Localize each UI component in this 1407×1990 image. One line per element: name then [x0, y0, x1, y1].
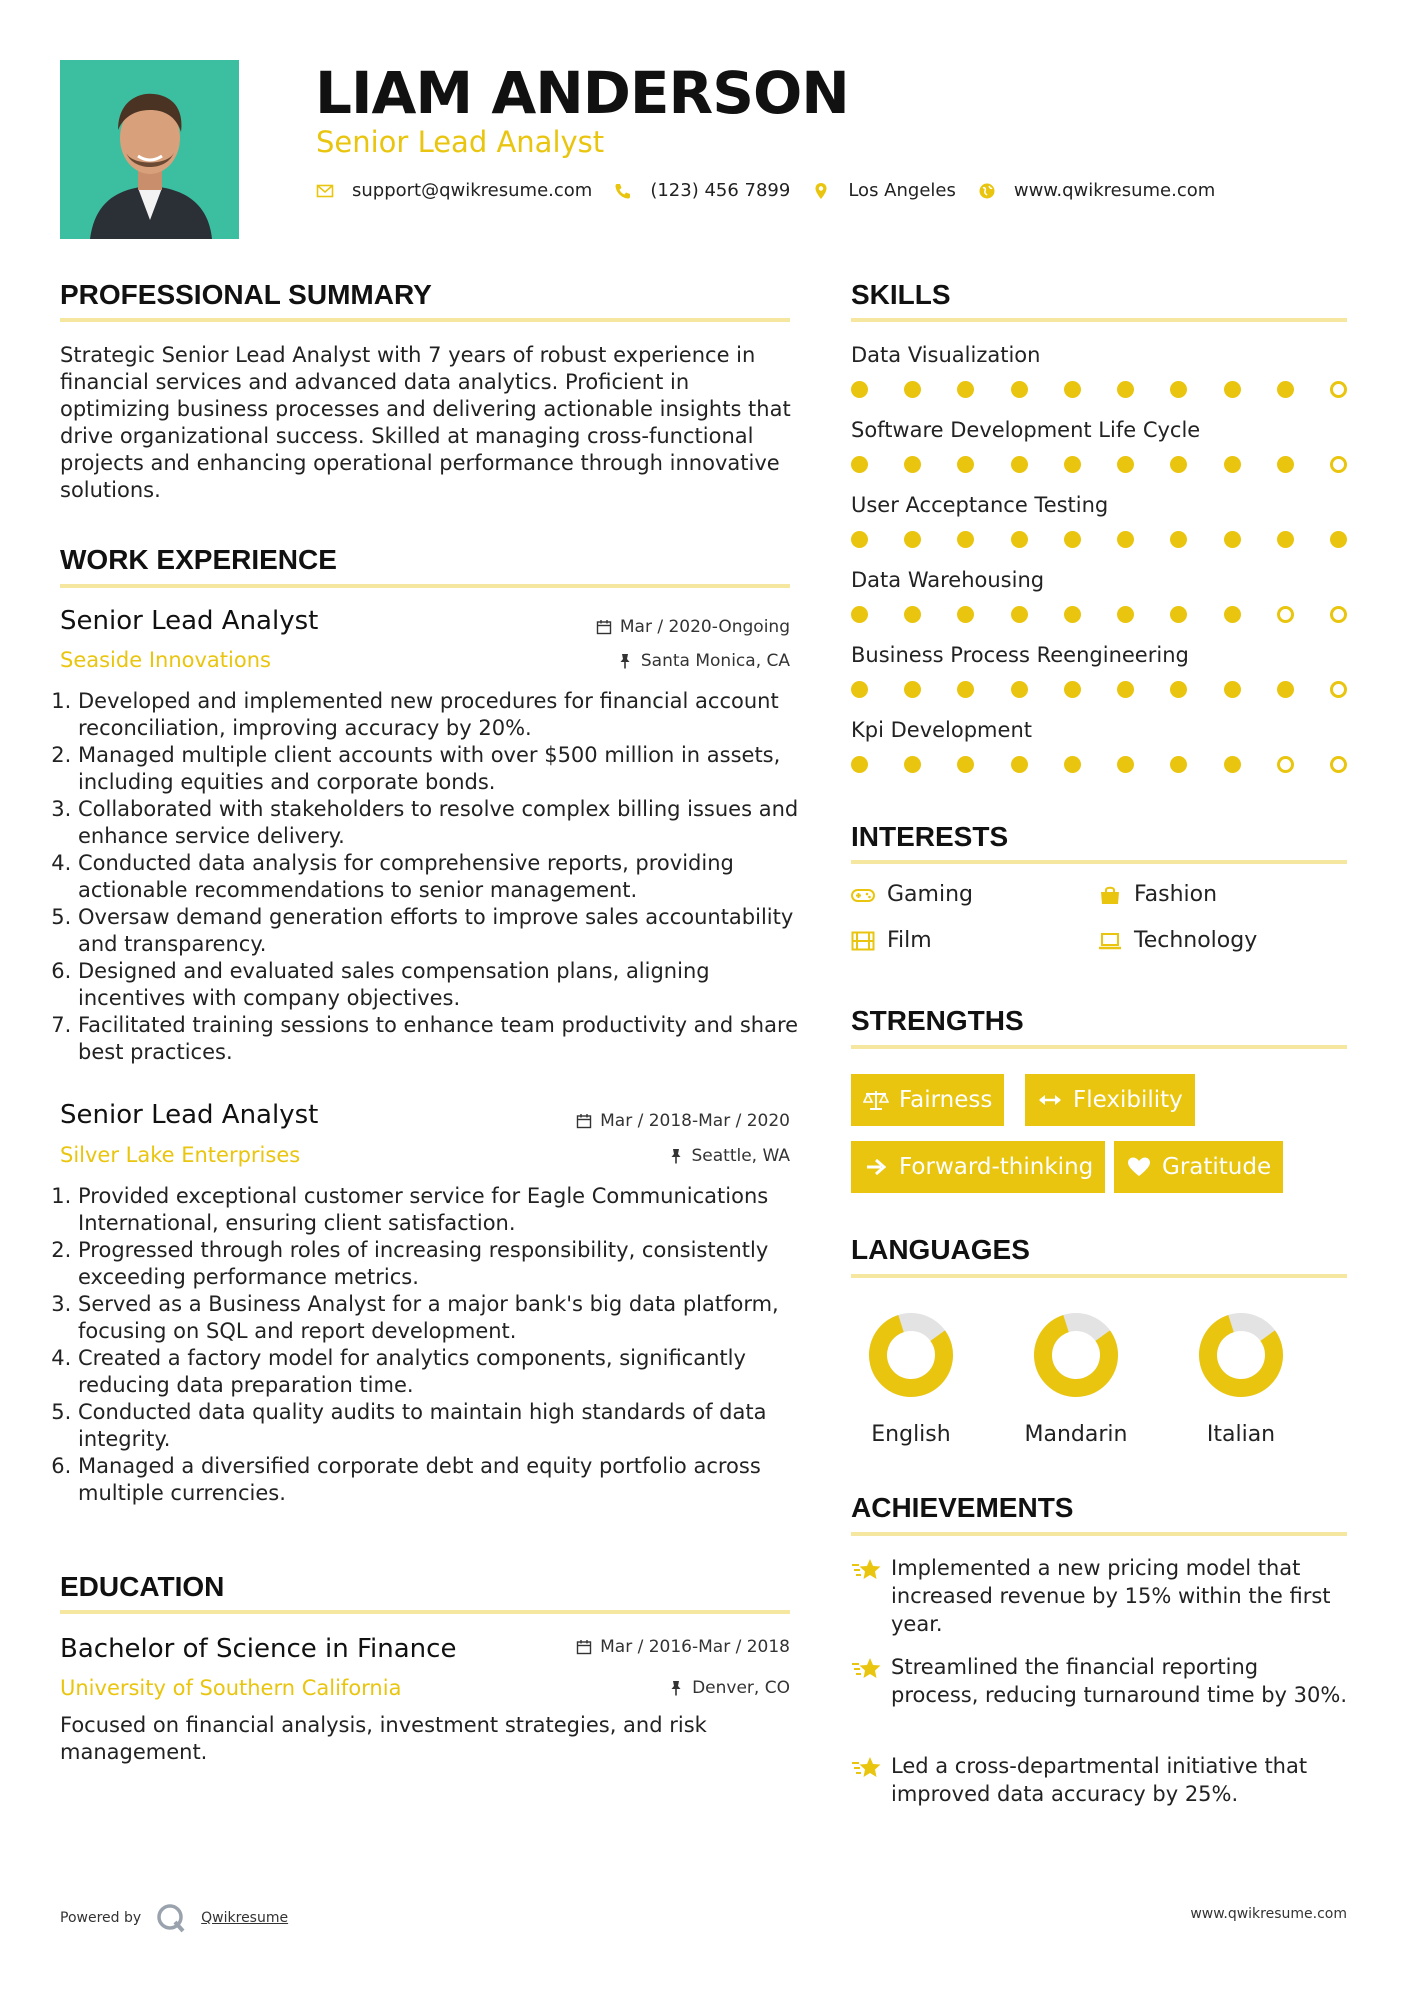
job-bullets — [60, 1183, 818, 1507]
laptop-icon — [1098, 931, 1126, 951]
job-bullet: 1. Provided exceptional customer service for Eagle Communications International, ensuring client satisfaction. — [78, 1183, 818, 1237]
skill-dot-filled — [851, 456, 868, 473]
languages-heading: LANGUAGES — [851, 1234, 1030, 1265]
interest-label: Gaming — [887, 882, 973, 907]
skill-label: Software Development Life Cycle — [851, 418, 1201, 442]
skill-dot-filled — [1224, 531, 1241, 548]
skills-heading: SKILLS — [851, 279, 951, 310]
achievement-item — [851, 1653, 1351, 1709]
skill-dot-filled — [1330, 531, 1347, 548]
job-bullet: 4. Conducted data analysis for comprehensive reports, providing actionable recommendations to senior management. — [78, 850, 818, 904]
skill-label: Business Process Reengineering — [851, 643, 1189, 667]
skill-dot-filled — [1224, 381, 1241, 398]
skill-dot-filled — [851, 681, 868, 698]
language-label: Mandarin — [1024, 1422, 1128, 1447]
education-dates-text: Mar / 2016-Mar / 2018 — [600, 1637, 790, 1657]
skill-dot-empty — [1330, 381, 1347, 398]
skill-dot-filled — [1117, 756, 1134, 773]
skill-dot-filled — [904, 756, 921, 773]
skill-dot-filled — [1224, 606, 1241, 623]
pin-icon — [617, 653, 633, 669]
skill-dot-filled — [851, 381, 868, 398]
language-donut — [1196, 1310, 1286, 1400]
skill-dot-empty — [1330, 681, 1347, 698]
skill-dot-filled — [1064, 381, 1081, 398]
achievement-item — [851, 1554, 1351, 1638]
degree-title: Bachelor of Science in Finance — [60, 1634, 457, 1664]
contact-phone-text: (123) 456 7899 — [650, 180, 791, 201]
calendar-icon — [576, 1639, 592, 1655]
balance-scale-icon — [863, 1089, 889, 1111]
education-divider — [60, 1610, 790, 1614]
job-location-text: Seattle, WA — [691, 1146, 790, 1166]
education-location-text: Denver, CO — [692, 1678, 790, 1698]
footer-website[interactable]: www.qwikresume.com — [1190, 1906, 1347, 1922]
skill-dot-filled — [904, 531, 921, 548]
education-description: Focused on financial analysis, investment strategies, and risk management. — [60, 1713, 707, 1764]
experience-heading: WORK EXPERIENCE — [60, 544, 337, 575]
job-bullet: 2. Managed multiple client accounts with over $500 million in assets, including equities and corporate bonds. — [78, 742, 818, 796]
language-donut — [1031, 1310, 1121, 1400]
map-marker-icon — [812, 182, 830, 200]
strength-label: Gratitude — [1162, 1154, 1272, 1180]
shopping-bag-icon — [1098, 885, 1126, 905]
skill-dot-filled — [851, 531, 868, 548]
contact-website[interactable] — [978, 180, 1215, 201]
skill-dot-filled — [957, 381, 974, 398]
job-location-text: Santa Monica, CA — [640, 651, 790, 671]
language-italian — [1166, 1310, 1316, 1447]
strength-chip-flexibility — [1025, 1074, 1195, 1126]
skill-dot-filled — [1011, 531, 1028, 548]
job-bullet: 6. Managed a diversified corporate debt and equity portfolio across multiple currencies. — [78, 1453, 818, 1507]
job-company: Silver Lake Enterprises — [60, 1143, 301, 1167]
job-bullet: 4. Created a factory model for analytics components, significantly reducing data preparation time. — [78, 1345, 818, 1399]
skill-dot-filled — [1224, 681, 1241, 698]
globe-icon — [978, 182, 996, 200]
education-heading: EDUCATION — [60, 1571, 225, 1602]
skill-dot-filled — [1170, 756, 1187, 773]
candidate-role: Senior Lead Analyst — [316, 125, 605, 159]
skill-dot-filled — [957, 606, 974, 623]
achievement-text: Streamlined the financial reporting process, reducing turnaround time by 30%. — [891, 1655, 1348, 1707]
skill-dot-filled — [1011, 756, 1028, 773]
interest-label: Fashion — [1134, 882, 1218, 907]
school-name: University of Southern California — [60, 1676, 402, 1700]
interests-heading: INTERESTS — [851, 821, 1009, 852]
skill-dot-filled — [1117, 381, 1134, 398]
skill-rating — [851, 681, 1347, 698]
skill-label: User Acceptance Testing — [851, 493, 1109, 517]
skill-dot-filled — [1277, 681, 1294, 698]
skill-dot-filled — [1117, 456, 1134, 473]
skills-divider — [851, 318, 1347, 322]
language-mandarin — [1001, 1310, 1151, 1447]
skill-dot-empty — [1277, 606, 1294, 623]
summary-text: Strategic Senior Lead Analyst with 7 years of robust experience in financial services and advanced data analytics. Proficient in optimizing business processes and delivering actionable insights that drive organizational success. Skilled at managing cross-functional projects and enhancing operational performance through innovative solutions. — [60, 343, 791, 502]
arrow-right-icon — [863, 1156, 889, 1178]
job-bullet: 7. Facilitated training sessions to enhance team productivity and share best practices. — [78, 1012, 818, 1066]
calendar-icon — [576, 1113, 592, 1129]
skill-rating — [851, 456, 1347, 473]
strength-chip-forward-thinking — [851, 1141, 1105, 1193]
job-company: Seaside Innovations — [60, 648, 271, 672]
skill-label: Kpi Development — [851, 718, 1032, 742]
skill-dot-filled — [1117, 606, 1134, 623]
skill-dot-filled — [1011, 381, 1028, 398]
skill-dot-filled — [1117, 681, 1134, 698]
strength-chip-fairness — [851, 1074, 1004, 1126]
language-donut — [866, 1310, 956, 1400]
interests-divider — [851, 860, 1347, 864]
contact-email-text: support@qwikresume.com — [352, 180, 593, 201]
skill-dot-filled — [851, 606, 868, 623]
contact-website-text: www.qwikresume.com — [1013, 180, 1216, 201]
arrows-horizontal-icon — [1037, 1089, 1063, 1111]
skill-rating — [851, 606, 1347, 623]
job-title: Senior Lead Analyst — [60, 1100, 319, 1130]
skill-dot-filled — [1277, 456, 1294, 473]
job-location — [500, 1146, 790, 1166]
experience-divider — [60, 584, 790, 588]
achievement-item — [851, 1752, 1351, 1808]
skill-dot-empty — [1330, 456, 1347, 473]
strength-label: Flexibility — [1073, 1087, 1183, 1113]
skill-dot-filled — [1064, 681, 1081, 698]
skill-rating — [851, 756, 1347, 773]
envelope-icon — [316, 182, 334, 200]
skill-dot-empty — [1330, 756, 1347, 773]
job-title: Senior Lead Analyst — [60, 606, 319, 636]
candidate-name: LIAM ANDERSON — [315, 59, 849, 127]
person-portrait-icon — [60, 60, 239, 239]
achievements-divider — [851, 1532, 1347, 1536]
summary-heading: PROFESSIONAL SUMMARY — [60, 279, 432, 310]
skill-label: Data Visualization — [851, 343, 1041, 367]
languages-divider — [851, 1274, 1347, 1278]
skill-dot-filled — [1170, 381, 1187, 398]
achievements-heading: ACHIEVEMENTS — [851, 1492, 1074, 1523]
skill-dot-filled — [1170, 456, 1187, 473]
skill-dot-filled — [1064, 456, 1081, 473]
job-bullet: 5. Conducted data quality audits to maintain high standards of data integrity. — [78, 1399, 818, 1453]
job-bullet: 1. Developed and implemented new procedures for financial account reconciliation, improving accuracy by 20%. — [78, 688, 818, 742]
pin-icon — [668, 1680, 684, 1696]
job-dates — [500, 617, 790, 637]
interest-item-technology — [1098, 928, 1257, 953]
achievement-text: Implemented a new pricing model that increased revenue by 15% within the first year. — [891, 1556, 1331, 1636]
job-bullet: 5. Oversaw demand generation efforts to improve sales accountability and transparency. — [78, 904, 818, 958]
job-dates-text: Mar / 2020-Ongoing — [619, 617, 790, 637]
skill-dot-filled — [1224, 756, 1241, 773]
strengths-heading: STRENGTHS — [851, 1005, 1024, 1036]
skill-dot-filled — [957, 456, 974, 473]
skill-rating — [851, 531, 1347, 548]
language-label: English — [871, 1422, 951, 1447]
interest-label: Film — [887, 928, 932, 953]
contact-location-text: Los Angeles — [848, 180, 956, 201]
job-bullet: 2. Progressed through roles of increasing responsibility, consistently exceeding performance metrics. — [78, 1237, 818, 1291]
skill-dot-empty — [1330, 606, 1347, 623]
qwikresume-link[interactable]: Qwikresume — [201, 1910, 289, 1926]
skill-dot-filled — [1277, 381, 1294, 398]
skill-dot-filled — [904, 456, 921, 473]
powered-by-text: Powered by — [60, 1910, 142, 1926]
film-icon — [851, 931, 879, 951]
skill-dot-filled — [1064, 756, 1081, 773]
skill-dot-filled — [904, 606, 921, 623]
skill-dot-filled — [1064, 531, 1081, 548]
skill-dot-filled — [957, 681, 974, 698]
skill-rating — [851, 381, 1347, 398]
profile-photo — [60, 60, 239, 239]
footer-powered-by — [60, 1902, 288, 1934]
skill-dot-filled — [1011, 681, 1028, 698]
job-dates-text: Mar / 2018-Mar / 2020 — [600, 1111, 790, 1131]
achievement-text: Led a cross-departmental initiative that improved data accuracy by 25%. — [891, 1754, 1308, 1806]
job-bullet: 3. Served as a Business Analyst for a major bank's big data platform, focusing on SQL and report development. — [78, 1291, 818, 1345]
strengths-divider — [851, 1045, 1347, 1049]
language-english — [836, 1310, 986, 1447]
interest-item-fashion — [1098, 882, 1217, 907]
contact-phone[interactable] — [614, 180, 790, 201]
skill-dot-filled — [1170, 606, 1187, 623]
strength-label: Forward-thinking — [899, 1154, 1094, 1180]
skill-dot-filled — [1064, 606, 1081, 623]
skill-dot-filled — [957, 756, 974, 773]
heart-icon — [1126, 1156, 1152, 1178]
job-dates — [500, 1111, 790, 1131]
education-dates — [500, 1637, 790, 1657]
job-location — [500, 651, 790, 671]
skill-dot-filled — [1011, 606, 1028, 623]
calendar-icon — [596, 619, 612, 635]
star-icon — [851, 1653, 891, 1709]
star-icon — [851, 1752, 891, 1808]
strength-label: Fairness — [899, 1087, 993, 1113]
skill-dot-filled — [904, 381, 921, 398]
star-icon — [851, 1554, 891, 1638]
skill-dot-filled — [1170, 531, 1187, 548]
skill-dot-filled — [1170, 681, 1187, 698]
skill-dot-filled — [1224, 456, 1241, 473]
skill-label: Data Warehousing — [851, 568, 1045, 592]
pin-icon — [668, 1148, 684, 1164]
interest-label: Technology — [1134, 928, 1258, 953]
gamepad-icon — [851, 885, 879, 905]
contact-location — [812, 180, 956, 201]
skill-dot-filled — [1011, 456, 1028, 473]
contact-email[interactable] — [316, 180, 592, 201]
language-label: Italian — [1206, 1422, 1276, 1447]
qwikresume-logo-icon — [155, 1902, 187, 1934]
skill-dot-filled — [957, 531, 974, 548]
strength-chip-gratitude — [1114, 1141, 1283, 1193]
phone-icon — [614, 182, 632, 200]
skill-dot-filled — [851, 756, 868, 773]
interest-item-gaming — [851, 882, 973, 907]
skill-dot-filled — [1277, 531, 1294, 548]
job-bullet: 3. Collaborated with stakeholders to resolve complex billing issues and enhance service delivery. — [78, 796, 818, 850]
skill-dot-filled — [1117, 531, 1134, 548]
job-bullets — [60, 688, 818, 1066]
job-bullet: 6. Designed and evaluated sales compensation plans, aligning incentives with company objectives. — [78, 958, 818, 1012]
contact-bar — [316, 180, 1237, 201]
skill-dot-filled — [904, 681, 921, 698]
skill-dot-empty — [1277, 756, 1294, 773]
education-location — [500, 1678, 790, 1698]
interest-item-film — [851, 928, 932, 953]
summary-divider — [60, 318, 790, 322]
